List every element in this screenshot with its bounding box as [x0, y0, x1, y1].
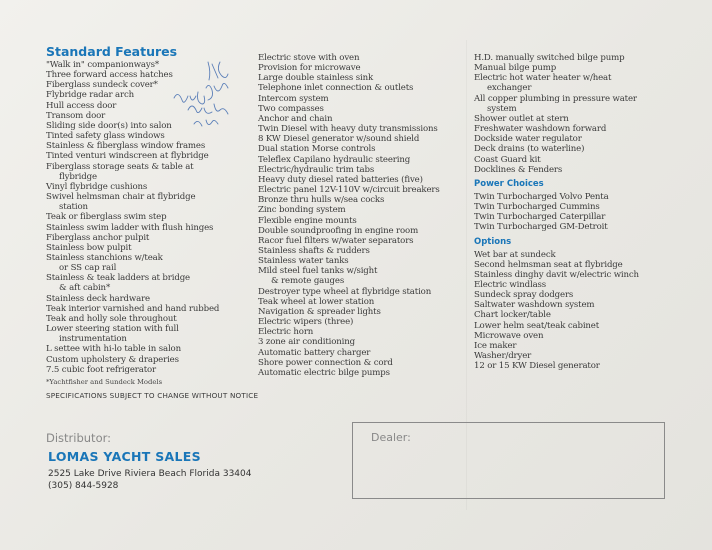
list-item: Electric panel 12V-110V w/circuit breakers	[258, 185, 440, 196]
list-item: 7.5 cubic foot refrigerator	[46, 364, 156, 375]
list-item: Provision for microwave	[258, 63, 361, 74]
list-item: flybridge	[59, 171, 97, 182]
list-item: Ice maker	[474, 340, 517, 351]
list-item: Twin Turbocharged Cummins	[474, 202, 600, 213]
list-item: Flexible engine mounts	[258, 215, 357, 226]
list-item: "Walk in" companionways*	[46, 60, 160, 70]
list-item: Stainless deck hardware	[46, 293, 150, 304]
list-item: Microwave oven	[474, 330, 544, 341]
dealer-label: Dealer:	[371, 431, 411, 444]
list-item: Fiberglass sundeck cover*	[46, 80, 158, 91]
list-item: All copper plumbing in pressure water	[474, 93, 637, 104]
list-item: Stainless swim ladder with flush hinges	[46, 222, 214, 233]
list-item: Stainless & teak ladders at bridge	[46, 273, 190, 284]
list-item: Teleflex Capilano hydraulic steering	[258, 154, 411, 165]
list-item: Zinc bonding system	[258, 205, 346, 216]
list-item: Twin Turbocharged Caterpillar	[474, 212, 606, 223]
list-item: Second helmsman seat at flybridge	[474, 259, 623, 270]
dealer-box	[352, 422, 665, 499]
list-item: Manual bilge pump	[474, 63, 557, 74]
list-item: Wet bar at sundeck	[474, 249, 556, 260]
list-item: Automatic electric bilge pumps	[258, 367, 390, 378]
list-item: Large double stainless sink	[258, 73, 374, 84]
list-item: exchanger	[487, 83, 532, 94]
list-item: & aft cabin*	[59, 283, 111, 294]
options-list	[474, 250, 674, 372]
list-item: Freshwater washdown forward	[474, 124, 607, 135]
list-item: Custom upholstery & draperies	[46, 354, 179, 365]
distributor-contact	[48, 468, 251, 492]
list-item: Teak or fiberglass swim step	[46, 212, 167, 223]
standard-features-heading: Standard Features	[46, 44, 178, 59]
list-item: Sliding side door(s) into salon	[46, 120, 172, 131]
list-item: Destroyer type wheel at flybridge station	[258, 286, 432, 297]
list-item: Fiberglass anchor pulpit	[46, 232, 150, 243]
distributor-phone: (305) 844-5928	[48, 481, 119, 491]
list-item: Bronze thru hulls w/sea cocks	[258, 195, 385, 206]
handwritten-annotation	[168, 58, 240, 138]
footnote: *Yachtfisher and Sundeck Models	[46, 377, 163, 386]
list-item: Electric horn	[258, 327, 314, 338]
list-item: Hull access door	[46, 100, 117, 111]
list-item: Swivel helmsman chair at flybridge	[46, 192, 196, 203]
list-item: Racor fuel filters w/water separators	[258, 235, 414, 246]
list-item: Stainless bow pulpit	[46, 242, 132, 253]
list-item: Three forward access hatches	[46, 70, 173, 81]
list-item: Twin Diesel with heavy duty transmissions	[258, 124, 438, 135]
list-item: 12 or 15 KW Diesel generator	[474, 361, 600, 372]
list-item: Telephone inlet connection & outlets	[258, 83, 414, 94]
list-item: Washer/dryer	[474, 351, 532, 362]
list-item: Vinyl flybridge cushions	[46, 181, 148, 192]
list-item: Sundeck spray dodgers	[474, 290, 574, 301]
list-item: Tinted safety glass windows	[46, 131, 165, 142]
power-choices-heading: Power Choices	[474, 178, 544, 189]
specifications-notice: SPECIFICATIONS SUBJECT TO CHANGE WITHOUT NOTICE	[46, 391, 259, 400]
list-item: Stainless & fiberglass window frames	[46, 141, 206, 152]
list-item: Teak and holly sole throughout	[46, 313, 177, 324]
list-item: Saltwater washdown system	[474, 300, 595, 311]
list-item: Lower helm seat/teak cabinet	[474, 320, 600, 331]
list-item: Navigation & spreader lights	[258, 306, 381, 317]
list-item: Teak wheel at lower station	[258, 296, 375, 307]
features-column-2	[258, 53, 470, 378]
list-item: Dockside water regulator	[474, 134, 582, 145]
list-item: Twin Turbocharged GM-Detroit	[474, 222, 608, 233]
features-column-3	[474, 53, 674, 371]
list-item: Transom door	[46, 110, 106, 121]
list-item: Two compasses	[258, 103, 324, 114]
list-item: Intercom system	[258, 93, 329, 104]
list-item: Electric stove with oven	[258, 53, 360, 63]
list-item: Shower outlet at stern	[474, 113, 569, 124]
features-list-3	[474, 53, 674, 175]
list-item: Shore power connection & cord	[258, 357, 393, 368]
list-item: Dual station Morse controls	[258, 144, 376, 155]
list-item: H.D. manually switched bilge pump	[474, 53, 625, 63]
list-item: Electric hot water heater w/heat	[474, 73, 612, 84]
list-item: Electric/hydraulic trim tabs	[258, 164, 375, 175]
list-item: Electric wipers (three)	[258, 317, 354, 328]
list-item: Automatic battery charger	[258, 347, 371, 358]
list-item: station	[59, 202, 88, 213]
list-item: Heavy duty diesel rated batteries (five)	[258, 174, 423, 185]
list-item: Stainless shafts & rudders	[258, 245, 370, 256]
list-item: Deck drains (to waterline)	[474, 144, 585, 155]
distributor-label: Distributor:	[46, 431, 112, 445]
list-item: Flybridge radar arch	[46, 90, 135, 101]
list-item: Fiberglass storage seats & table at	[46, 161, 194, 172]
features-list-2	[258, 53, 470, 378]
list-item: Stainless dinghy davit w/electric winch	[474, 269, 639, 280]
list-item: Teak interior varnished and hand rubbed	[46, 303, 220, 314]
distributor-address: 2525 Lake Drive Riviera Beach Florida 33404	[48, 469, 252, 479]
list-item: 8 KW Diesel generator w/sound shield	[258, 134, 420, 145]
list-item: Chart locker/table	[474, 310, 551, 321]
list-item: Tinted venturi windscreen at flybridge	[46, 151, 209, 162]
list-item: Anchor and chain	[258, 113, 333, 124]
list-item: 3 zone air conditioning	[258, 337, 355, 348]
list-item: Twin Turbocharged Volvo Penta	[474, 191, 609, 202]
list-item: or SS cap rail	[59, 263, 117, 274]
distributor-name: LOMAS YACHT SALES	[48, 449, 201, 464]
list-item: L settee with hi-lo table in salon	[46, 344, 181, 355]
list-item: Mild steel fuel tanks w/sight	[258, 266, 378, 277]
list-item: system	[487, 103, 517, 114]
list-item: Docklines & Fenders	[474, 164, 563, 175]
list-item: instrumentation	[59, 334, 127, 345]
list-item: Double soundproofing in engine room	[258, 225, 419, 236]
list-item: Stainless stanchions w/teak	[46, 252, 163, 263]
list-item: Electric windlass	[474, 279, 547, 290]
list-item: Lower steering station with full	[46, 324, 179, 335]
power-choices-list	[474, 192, 674, 233]
list-item: & remote gauges	[271, 276, 345, 287]
list-item: Stainless water tanks	[258, 256, 349, 267]
options-heading: Options	[474, 236, 512, 247]
list-item: Coast Guard kit	[474, 154, 541, 165]
